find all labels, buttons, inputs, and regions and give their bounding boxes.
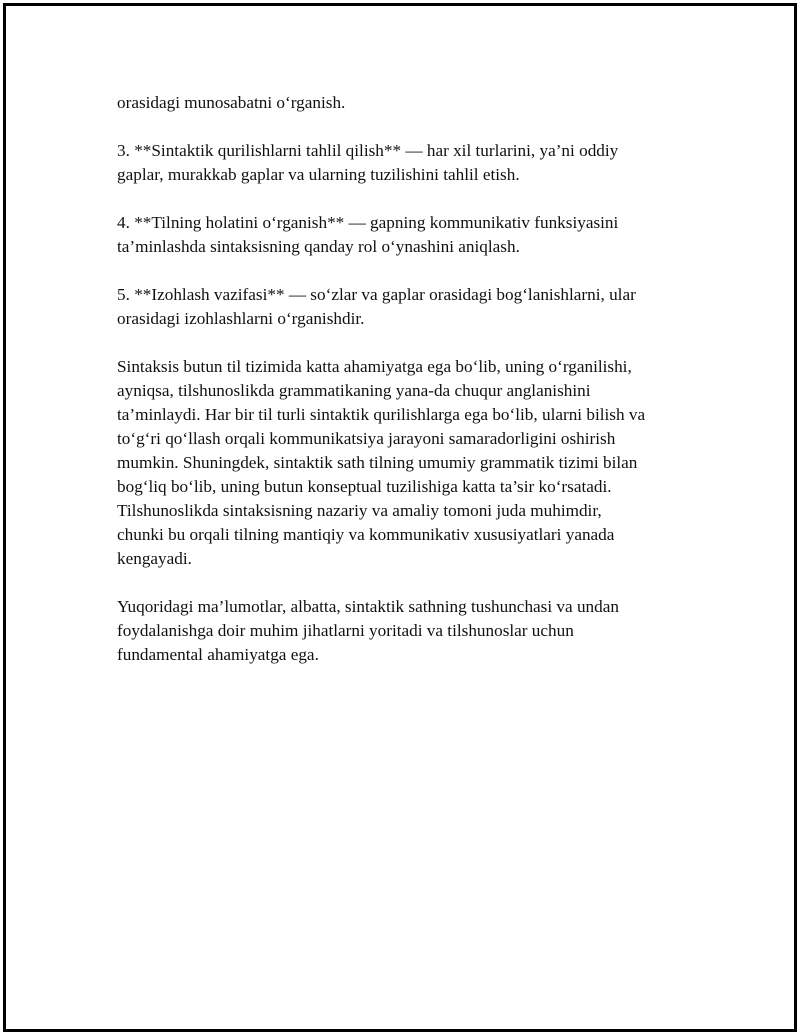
paragraph-sintaksis: Sintaksis butun til tizimida katta ahamiyatga ega bo‘lib, uning o‘rganilishi, ayniqsa, tilshunoslikda grammatikaning yana-da chuqur anglanishini ta’minlaydi. Har bir til turli sintaktik qurilishlarga ega bo‘lib, ularni bilish va to‘g‘ri qo‘llash orqali kommunikatsiya jarayoni samaradorligini oshirish mumkin. Shuningdek, sintaktik sath tilning umumiy grammatik tizimi bilan bog‘liq bo‘lib, uning butun konseptual tuzilishiga katta ta’sir ko‘rsatadi. Tilshunoslikda sintaksisning nazariy va amaliy tomoni juda muhimdir, chunki bu orqali tilning mantiqiy va kommunikativ xususiyatlari yanada kengayadi. <box>117 357 646 568</box>
paragraph-item-4: 4. **Tilning holatini o‘rganish** — gapning kommunikativ funksiyasini ta’minlashda sintaksisning qanday rol o‘ynashini aniqlash. <box>117 213 619 256</box>
paragraph-item-3: 3. **Sintaktik qurilishlarni tahlil qilish** — har xil turlarini, ya’ni oddiy gaplar, murakkab gaplar va ularning tuzilishini tahlil etish. <box>117 141 619 184</box>
paragraph-item-5: 5. **Izohlash vazifasi** — so‘zlar va gaplar orasidagi bog‘lanishlarni, ular orasidagi izohlashlarni o‘rganishdir. <box>117 285 636 328</box>
document-body <box>117 91 697 691</box>
paragraph-conclusion: Yuqoridagi ma’lumotlar, albatta, sintaktik sathning tushunchasi va undan foydalanishga doir muhim jihatlarni yoritadi va tilshunoslar uchun fundamental ahamiyatga ega. <box>117 597 619 664</box>
paragraph-continuation: orasidagi munosabatni o‘rganish. <box>117 93 346 112</box>
